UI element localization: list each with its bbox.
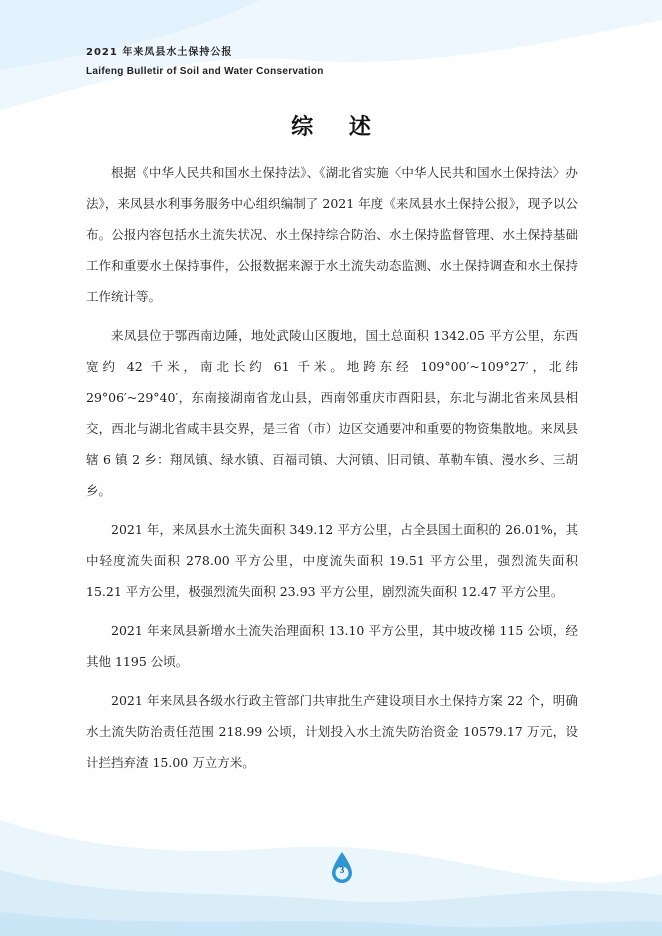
body-text <box>86 157 578 786</box>
paragraph-erosion: 2021 年，来凤县水土流失面积 349.12 平方公里，占全县国土面积的 26.01%，其中轻度流失面积 278.00 平方公里，中度流失面积 19.51 平方公里，强烈流失面积 15.21 平方公里，极强烈流失面积 23.93 平方公里，剧烈流失面积 12.47 平方公里。 <box>86 522 578 599</box>
paragraph-treatment: 2021 年来凤县新增水土流失治理面积 13.10 平方公里，其中坡改梯 115 公顷，经其他 1195 公顷。 <box>86 623 578 669</box>
header-title-cn: 2021 年来凤县水土保持公报 <box>86 47 233 58</box>
running-header <box>86 46 324 79</box>
paragraph-location: 来凤县位于鄂西南边陲，地处武陵山区腹地，国土总面积 1342.05 平方公里，东西宽约 42 千米，南北长约 61 千米。地跨东经 109°00′~109°27′，北纬 29°06′~29°40′，东南接湖南省龙山县，西南邻重庆市酉阳县，东北与湖北省来凤县相交，西北与湖北省咸丰县交界，是三省（市）边区交通要冲和重要的物资集散地。来凤县辖 6 镇 2 乡：翔凤镇、绿水镇、百福司镇、大河镇、旧司镇、革勒车镇、漫水乡、三胡乡。 <box>86 328 578 498</box>
page-number-badge <box>330 851 354 885</box>
page-number: 3 <box>339 865 345 875</box>
section-title: 综 述 <box>291 115 385 140</box>
paragraph-supervision: 2021 年来凤县各级水行政主管部门共审批生产建设项目水土保持方案 22 个，明确水土流失防治责任范围 218.99 公顷，计划投入水土流失防治资金 10579.17 万元，设计拦挡弃渣 15.00 万立方米。 <box>86 693 578 770</box>
header-title-en: Laifeng Bulletir of Soil and Water Conservation <box>86 66 324 77</box>
paragraph-intro: 根据《中华人民共和国水土保持法》、《湖北省实施〈中华人民共和国水土保持法〉办法》，来凤县水利事务服务中心组织编制了 2021 年度《来凤县水土保持公报》，现予以公布。公报内容包括水土流失状况、水土保持综合防治、水土保持监督管理、水土保持基础工作和重要水土保持事件，公报数据来源于水土流失动态监测、水土保持调查和水土保持工作统计等。 <box>86 165 578 304</box>
